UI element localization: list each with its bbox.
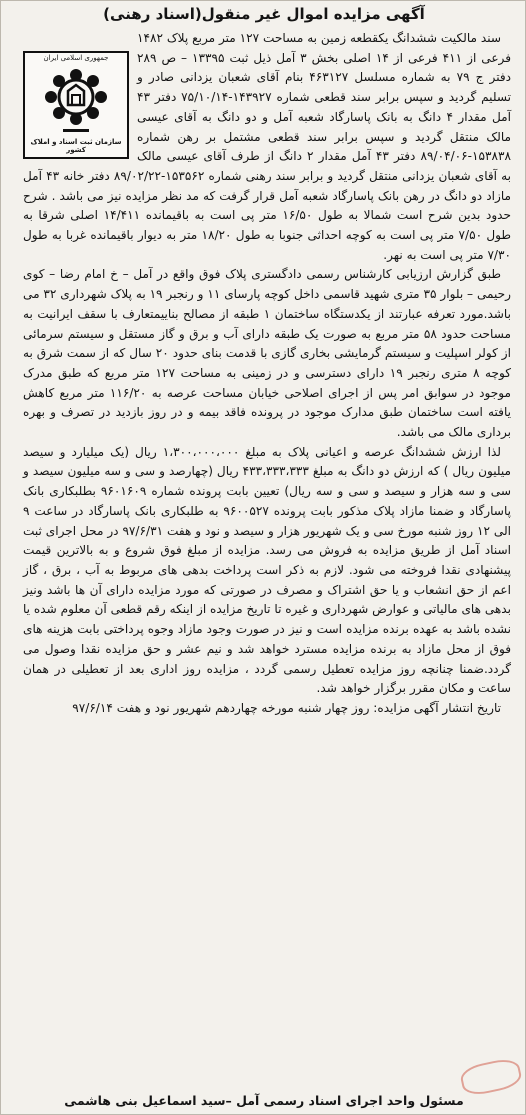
logo-caption: سازمان ثبت اسناد و املاک کشور xyxy=(30,138,122,154)
signature-line: مسئول واحد اجرای اسناد رسمی آمل –سید اسماعیل بنی هاشمی xyxy=(64,1093,464,1108)
notice-title: آگهی مزایده اموال غیر منقول(اسناد رهنی) xyxy=(103,5,425,23)
appraisal-paragraph: طبق گزارش ارزیابی کارشناس رسمی دادگستری پلاک فوق واقع در آمل – خ امام رضا – کوی رحیمی – بلوار ۳۵ متری شهید قاسمی داخل کوچه پارسای ۱۱ و رنجبر ۱۹ به پلاک شهرداری ۳۲ می باشد.مورد تعرفه عبارتند از یکدستگاه ساختمان ۱ طبقه از مصالح بناییمتعارف با سقف ایرانیت به مساحت حدود ۵۸ متر مربع به صورت یک طبقه دارای آب و برق و گاز مستقل و سیستم سرمائی از کولر اسپلیت و سیستم گرمایشی بخاری گازی با قدمت بنای حدود ۲۰ سال که از سمت شرق به کوچه ۸ متری رنجبر ۱۹ دارای دسترسی و در زمینی به مساحت ۱۲۷ متر مربع که طبق مدرک موجود در سوابق امر پس از اجرای اصلاحی خیابان مساحت عرصه به ۱۱۶/۲۰ متر مربع کاهش یافته است ساختمان طبق مدارک موجود در پرونده فاقد بیمه و در روز بازدید در تصرف و بهره برداری مالک می باشد. xyxy=(23,267,511,440)
stamp-mark xyxy=(459,1056,524,1098)
publication-date-paragraph: تاریخ انتشار آگهی مزایده: روز چهار شنبه مورخه چهاردهم شهریور نود و هفت ۹۷/۶/۱۴ xyxy=(72,700,501,715)
property-description-paragraph: سند مالکیت ششدانگ یکقطعه زمین به مساحت ۱۲۷ متر مربع پلاک ۱۴۸۲ فرعی از ۴۱۱ فرعی از ۱۴ اصلی بخش ۳ آمل ذیل ثبت ۱۳۳۹۵ – ص ۲۸۹ دفتر ج ۷۹ به شماره مسلسل ۴۶۳۱۲۷ بنام آقای شعبان یزدانی صادر و تسلیم گردید و سپس برابر سند قطعی شماره ۱۴۳۹۲۷-۷۵/۱۰/۱۴ دفتر ۴۳ آمل مقدار ۴ دانگ به بانک پاسارگاد شعبه آمل و دو دانگ به آقای عیسی مالک منتقل گردید و سپس برابر سند قطعی مشتمل بر رهن شماره ۱۵۳۸۳۸-۸۹/۰۴/۰۶ دفتر ۴۳ آمل مقدار ۲ دانگ از طرف آقای عیسی مالک به آقای شعبان یزدانی منتقل گردید و برابر سند رهنی شماره ۱۵۳۵۶۲-۸۹/۰۲/۲۲ دفتر خانه ۴۳ آمل مازاد دو دانگ در رهن بانک پاسارگاد شعبه آمل قرار گرفت که مد نظر مزایده نیز می باشد . شرح حدود بدین شرح است شمالا به طول ۱۶/۵۰ متر پی است به باقیمانده ۱۴/۴۱۱ اصلی شرقا به طول ۷/۵۰ متر پی است به کوچه احداثی جنوبا به طول ۱۸/۲۰ متر به دیوار باقیمانده غربا به طول ۷/۳۰ متر پی است به نهر. xyxy=(23,31,512,262)
logo-top-text: جمهوری اسلامی ایران xyxy=(43,54,109,62)
auction-terms-paragraph: لذا ارزش ششدانگ عرصه و اعیانی پلاک به مبلغ ۱،۳۰۰،۰۰۰،۰۰۰ ریال (یک میلیارد و سیصد میلیون ریال ) که ارزش دو دانگ به مبلغ ۴۳۳،۳۳۳،۳۳۳ ریال (چهارصد و سی و سه میلیون سیصد و سی و سه هزار و سیصد و سی و سه ریال) تعیین بابت پرونده شماره ۹۶۰۱۶۰۹ بطلبکاری بانک پاسارگاد و ضمنا مازاد پلاک مذکور بابت پرونده ۹۶۰۰۵۲۷ به طلبکاری بانک پاسارگاد در ساعت ۹ الی ۱۲ روز شنبه مورخ سی و یک شهریور هزار و سیصد و نود و هفت ۹۷/۶/۳۱ در محل اجرای ثبت اسناد آمل از طریق مزایده به فروش می رسد. مزایده از مبلغ فوق شروع و به بالاترین قیمت پیشنهادی نقدا فروخته می شود. لازم به ذکر است پرداخت بدهی های مربوط به آب ، برق ، گاز اعم از حق انشعاب و یا حق اشتراک و مصرف در صورتی که مورد مزایده دارای آن ها باشد ونیز بدهی های مالیاتی و عوارض شهرداری و غیره تا تاریخ مزایده از اینکه رقم قطعی آن معلوم شده یا نشده باشد به عهده برنده مزایده است و نیز در صورت وجود مازاد وجوه پرداختی بابت هزینه های فوق از محل مازاد به برنده مزایده مسترد خواهد شد و نیم عشر و حق مزایده نقدا وصول می گردد.ضمنا چنانچه روز مزایده تعطیل رسمی گردد ، مزایده روز اداری بعد از تعطیلی در همان ساعت و مکان مقرر برگزار خواهد شد. xyxy=(23,444,511,696)
logo-space xyxy=(23,29,137,163)
notice-body xyxy=(23,29,511,719)
